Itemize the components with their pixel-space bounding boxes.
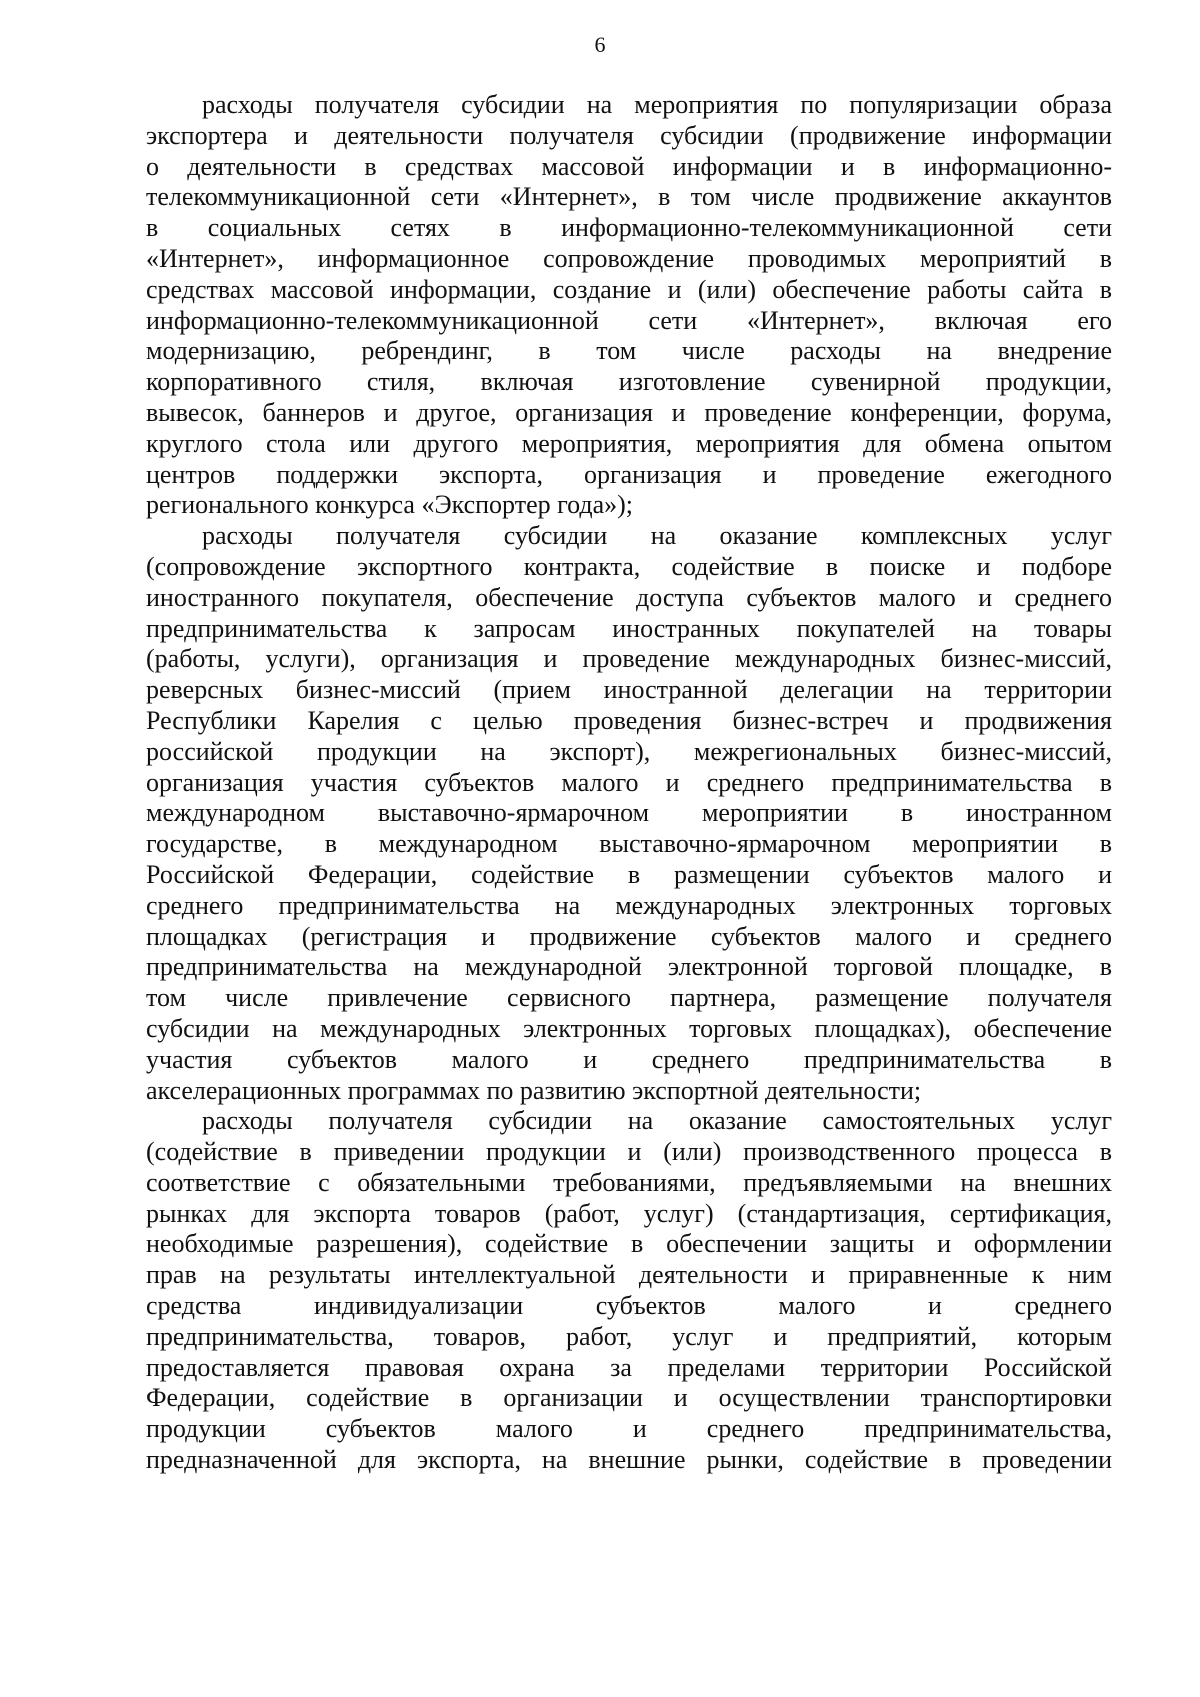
text-line: участия субъектов малого и среднего предпринимательства в xyxy=(146,1044,1112,1074)
text-line: организация участия субъектов малого и среднего предпринимательства в xyxy=(146,767,1112,797)
text-line: «Интернет», информационное сопровождение проводимых мероприятий в xyxy=(146,243,1112,273)
text-line: международном выставочно-ярмарочном мероприятии в иностранном xyxy=(146,798,1112,828)
text-line: российской продукции на экспорт), межрегиональных бизнес-миссий, xyxy=(146,736,1112,766)
text-line: реверсных бизнес-миссий (прием иностранной делегации на территории xyxy=(146,675,1112,705)
document-body xyxy=(146,90,1112,1476)
text-line: субсидии на международных электронных торговых площадках), обеспечение xyxy=(146,1013,1112,1043)
text-line: предпринимательства, товаров, работ, услуг и предприятий, которым xyxy=(146,1321,1112,1351)
text-line: модернизацию, ребрендинг, в том числе расходы на внедрение xyxy=(146,336,1112,366)
text-line: Республики Карелия с целью проведения бизнес-встреч и продвижения xyxy=(146,705,1112,735)
text-line: предоставляется правовая охрана за пределами территории Российской xyxy=(146,1352,1112,1382)
text-line: рынках для экспорта товаров (работ, услуг) (стандартизация, сертификация, xyxy=(146,1198,1112,1228)
text-line: среднего предпринимательства на международных электронных торговых xyxy=(146,890,1112,920)
text-line: (сопровождение экспортного контракта, содействие в поиске и подборе xyxy=(146,551,1112,581)
text-line: предназначенной для экспорта, на внешние рынки, содействие в проведении xyxy=(146,1445,1112,1475)
paragraph-complex-services-expenses xyxy=(146,521,1112,1106)
text-line: расходы получателя субсидии на оказание комплексных услуг xyxy=(202,521,1112,551)
text-line: том числе привлечение сервисного партнера, размещение получателя xyxy=(146,983,1112,1013)
paragraph-independent-services-expenses xyxy=(146,1106,1112,1476)
paragraph-promotion-expenses xyxy=(146,90,1112,521)
text-line: расходы получателя субсидии на мероприятия по популяризации образа xyxy=(202,90,1112,119)
text-line: информационно-телекоммуникационной сети «Интернет», включая его xyxy=(146,305,1112,335)
text-line: акселерационных программах по развитию экспортной деятельности; xyxy=(146,1075,922,1105)
text-line: предпринимательства на международной электронной торговой площадке, в xyxy=(146,952,1112,982)
text-line: (содействие в приведении продукции и (или) производственного процесса в xyxy=(146,1137,1112,1167)
text-line: центров поддержки экспорта, организация и проведение ежегодного xyxy=(146,459,1112,489)
text-line: прав на результаты интеллектуальной деятельности и приравненные к ним xyxy=(146,1260,1112,1290)
text-line: вывесок, баннеров и другое, организация и проведение конференции, форума, xyxy=(146,397,1112,427)
text-line: (работы, услуги), организация и проведение международных бизнес-миссий, xyxy=(146,644,1112,674)
text-line: Федерации, содействие в организации и осуществлении транспортировки xyxy=(146,1383,1112,1413)
text-line: расходы получателя субсидии на оказание самостоятельных услуг xyxy=(202,1106,1112,1136)
text-line: в социальных сетях в информационно-телекоммуникационной сети xyxy=(146,213,1112,243)
text-line: средства индивидуализации субъектов малого и среднего xyxy=(146,1291,1112,1321)
page-number: 6 xyxy=(594,32,606,57)
text-line: о деятельности в средствах массовой информации и в информационно- xyxy=(146,151,1112,181)
text-line: Российской Федерации, содействие в размещении субъектов малого и xyxy=(146,859,1112,889)
text-line: корпоративного стиля, включая изготовление сувенирной продукции, xyxy=(146,367,1112,397)
text-line: предпринимательства к запросам иностранных покупателей на товары xyxy=(146,613,1112,643)
text-line: государстве, в международном выставочно-ярмарочном мероприятии в xyxy=(146,829,1112,859)
text-line: продукции субъектов малого и среднего предпринимательства, xyxy=(146,1414,1112,1444)
text-line: необходимые разрешения), содействие в обеспечении защиты и оформлении xyxy=(146,1229,1112,1259)
text-line: соответствие с обязательными требованиями, предъявляемыми на внешних xyxy=(146,1167,1112,1197)
text-line: регионального конкурса «Экспортер года»); xyxy=(146,490,634,520)
text-line: средствах массовой информации, создание и (или) обеспечение работы сайта в xyxy=(146,274,1112,304)
text-line: телекоммуникационной сети «Интернет», в том числе продвижение аккаунтов xyxy=(146,182,1112,212)
text-line: круглого стола или другого мероприятия, мероприятия для обмена опытом xyxy=(146,428,1112,458)
text-line: иностранного покупателя, обеспечение доступа субъектов малого и среднего xyxy=(146,582,1112,612)
text-line: площадках (регистрация и продвижение субъектов малого и среднего xyxy=(146,921,1112,951)
text-line: экспортера и деятельности получателя субсидии (продвижение информации xyxy=(146,120,1112,150)
